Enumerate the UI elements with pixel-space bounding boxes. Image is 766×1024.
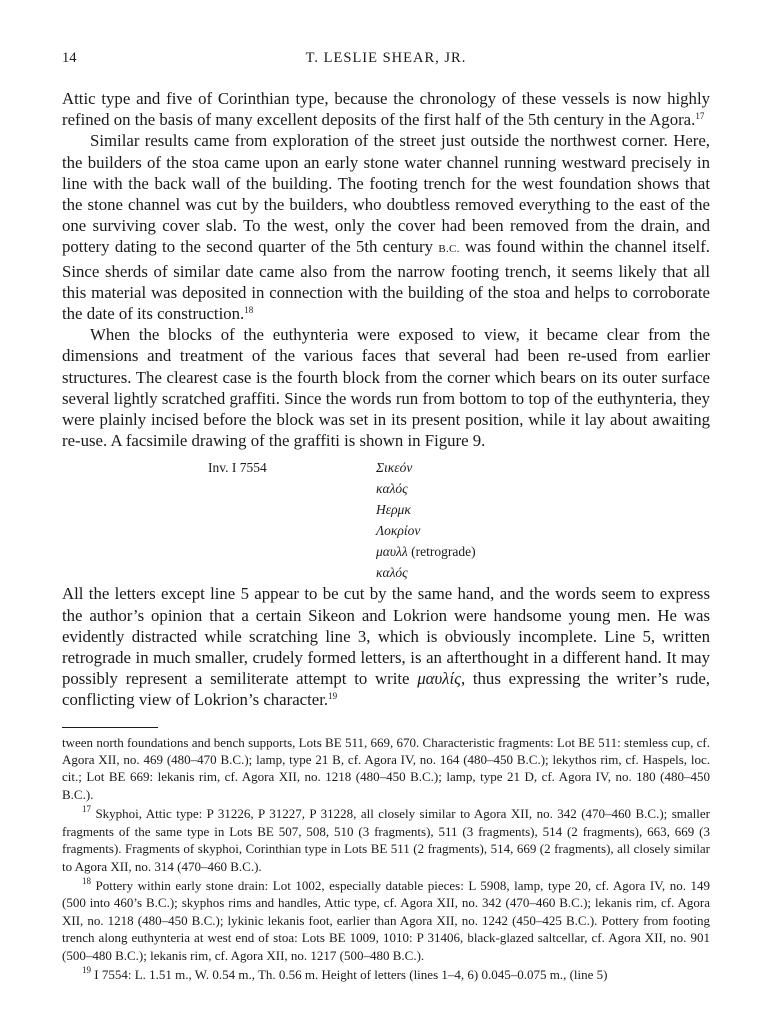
inscription-lines — [376, 457, 476, 583]
inscription-line: Λοκρίον — [376, 523, 421, 539]
inscription-line: Ηερμκ — [376, 502, 411, 518]
inscription-line: Σικεόν — [376, 460, 413, 476]
page-header — [62, 50, 710, 74]
footnote-ref-19[interactable]: 19 — [328, 691, 338, 702]
era-label: B.C. — [438, 243, 460, 256]
paragraph-3: When the blocks of the euthynteria were exposed to view, it became clear from the dimensions and treatment of the various faces that several had been re-used from earlier structures. The clearest case is the fourth block from the corner which bears on its outer surface several lightly scratched graffiti. Since the words run from bottom to top of the euthynteria, they were plainly incised before the block was set in its present position, while it lay about awaiting re-use. A facsimile drawing of the graffiti is shown in Figure 9. — [62, 325, 710, 451]
greek-word: μαυλίς — [417, 669, 461, 689]
footnote-18: $^{18}$ Pottery within early stone drain: Lot 1002, especially datable pieces: L 5908, lamp, type 20, cf. Agora IV, no. 149 (500 into 460’s B.C.); skyphos rims and handles, Attic type, cf. Agora XII, no. 342 (470–460 B.C.); lekanis rim, cf. Agora XII, no. 1218 (480–450 B.C.); lykinic lekanis foot, earlier than Agora XII, no. 1242 (450–425 B.C.). Pottery from footing trench along euthynteria at west end of stoa: Lots BE 1009, 1010: P 31406, black-glazed saltcellar, cf. Agora XII, no. 901 (500–480 B.C.); lekanis rim, cf. Agora XII, no. 1217 (500–480 B.C.). — [62, 875, 711, 963]
paragraph-4: All the letters except line 5 appear to be cut by the same hand, and the words seem to express the author’s opinion that a certain Sikeon and Lokrion were handsome young men. He was evidently distracted while scratching line 3, which is obviously incomplete. Line 5, written retrograde in much smaller, crudely formed letters, is an afterthought in a different hand. It may possibly represent a semiliterate attempt to write μαυλίς, thus expressing the writer’s rude, conflicting view of Lokrion’s character.$^{19}$ — [62, 584, 710, 710]
retrograde-note: (retrograde) — [411, 544, 476, 560]
body-text — [62, 88, 710, 711]
page — [62, 50, 710, 985]
running-head: T. LESLIE SHEAR, JR. — [305, 50, 467, 66]
inscription-block — [62, 451, 710, 583]
footnote-continued: tween north foundations and bench supports, Lots BE 511, 669, 670. Characteristic fragments: Lot BE 511: stemless cup, cf. Agora XII, no. 469 (480–470 B.C.); lamp, type 21 B, cf. Agora IV, no. 164 (480–450 B.C.); lekythos rim, cf. Haspels, loc. cit.; Lot BE 669: lekanis rim, cf. Agora XII, no. 1218 (480–450 B.C.); lamp, type 21 D, cf. Agora IV, no. 180 (480–450 B.C.). — [62, 734, 710, 802]
footnote-ref-17[interactable]: 17 — [695, 111, 705, 122]
paragraph-2: Similar results came from exploration of the street just outside the northwest corner. Here, the builders of the stoa came upon an early stone water channel running westward precisely in line with the back wall of the building. The footing trench for the west foundation shows that the stone channel was cut by the builders, who doubtless removed everything to the east of the one surviving cover slab. To the west, only the cover had been removed from the drain, and pottery dating to the second quarter of the 5th century B.C. was found within the channel itself. Since sherds of similar date came also from the narrow footing trench, it seems likely that all this material was deposited in connection with the building of the stoa and helps to corroborate the date of its construction.$^{18}$ — [62, 131, 711, 324]
paragraph-1: Attic type and five of Corinthian type, because the chronology of these vessels is now highly refined on the basis of many excellent deposits of the first half of the 5th century in the Agora.$^{17}$ — [62, 89, 710, 130]
footnote-ref-18[interactable]: 18 — [244, 305, 254, 316]
inscription-line: καλός — [376, 481, 408, 497]
inventory-number: Inv. I 7554 — [208, 460, 267, 476]
inscription-line: μαυλλ (retrograde) — [376, 544, 476, 560]
footnote-17: $^{17}$ Skyphoi, Attic type: P 31226, P 31227, P 31228, all closely similar to Agora XII, no. 342 (470–460 B.C.); smaller fragments of the same type in Lots BE 507, 508, 510 (3 fragments), 511 (3 fragments), 514 (2 fragments), 663, 669 (3 fragments). Fragments of skyphoi, Corinthian type in Lots BE 511 (2 fragments), 514, 669 (2 fragments), all closely similar to Agora XII, no. 314 (470–460 B.C.). — [62, 804, 710, 874]
inscription-line: καλός — [376, 565, 408, 581]
footnote-19: $^{19}$ I 7554: L. 1.51 m., W. 0.54 m., Th. 0.56 m. Height of letters (lines 1–4, 6) 0.045–0.075 m., (line 5) — [82, 964, 608, 982]
footnote-divider — [62, 727, 158, 728]
page-number: 14 — [62, 50, 77, 66]
footnotes — [62, 734, 710, 984]
